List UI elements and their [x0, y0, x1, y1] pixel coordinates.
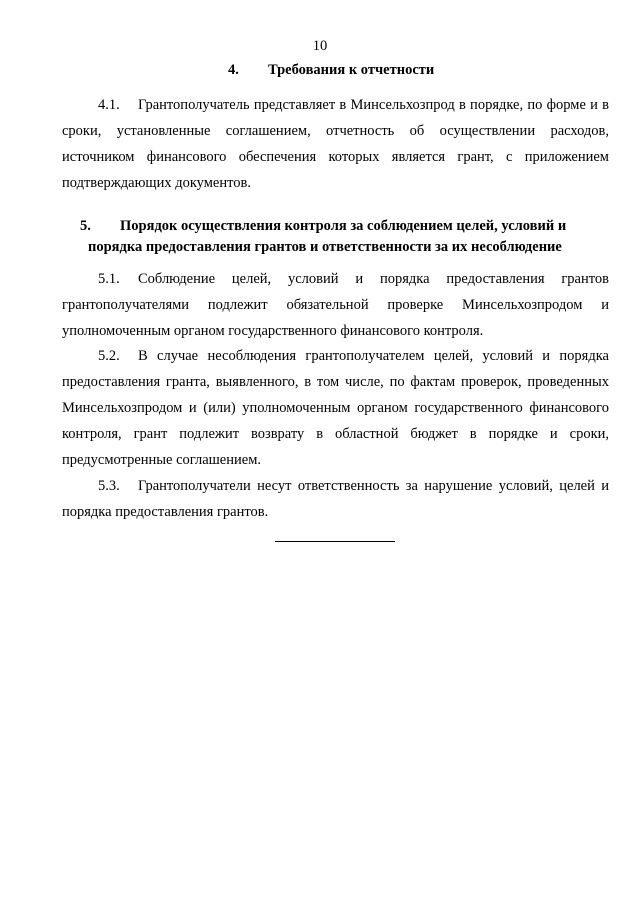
paragraph-4-1-text: Грантополучатель представляет в Минсельхозпрод в порядке, по форме и в сроки, установленные соглашением, отчетность об осуществлении расходов, источником финансового обеспечения которых является грант, с приложением подтверждающих документов.: [62, 97, 609, 191]
page-number: 10: [312, 38, 328, 54]
section-4-title: Требования к отчетности: [268, 62, 435, 78]
end-divider-line: [275, 541, 395, 542]
paragraph-5-1: [62, 266, 609, 344]
section-5-title-line-2: порядка предоставления грантов и ответственности за их несоблюдение: [88, 239, 562, 255]
paragraph-5-1-text: Соблюдение целей, условий и порядка предоставления грантов грантополучателями подлежит обязательной проверке Минсельхозпродом и уполномоченным органом государственного финансового контроля.: [62, 271, 609, 339]
section-4-number: 4.: [228, 62, 239, 78]
paragraph-5-3: [62, 473, 609, 525]
paragraph-5-1-label: 5.1.: [98, 271, 120, 287]
paragraph-5-3-text: Грантополучатели несут ответственность за нарушение условий, целей и порядка предоставления грантов.: [62, 478, 609, 520]
section-5-title-line-1: Порядок осуществления контроля за соблюдением целей, условий и: [120, 218, 567, 234]
paragraph-5-3-label: 5.3.: [98, 478, 120, 494]
section-5-number: 5.: [80, 218, 91, 234]
paragraph-4-1-label: 4.1.: [98, 97, 120, 113]
paragraph-5-2: [62, 343, 609, 473]
paragraph-4-1: [62, 92, 609, 196]
paragraph-5-2-text: В случае несоблюдения грантополучателем целей, условий и порядка предоставления гранта, выявленного, в том числе, по фактам проверок, проведенных Минсельхозпродом и (или) уполномоченным органом государственного финансового контроля, грант подлежит возврату в областной бюджет в порядке и сроки, предусмотренные соглашением.: [62, 348, 609, 468]
paragraph-5-2-label: 5.2.: [98, 348, 120, 364]
